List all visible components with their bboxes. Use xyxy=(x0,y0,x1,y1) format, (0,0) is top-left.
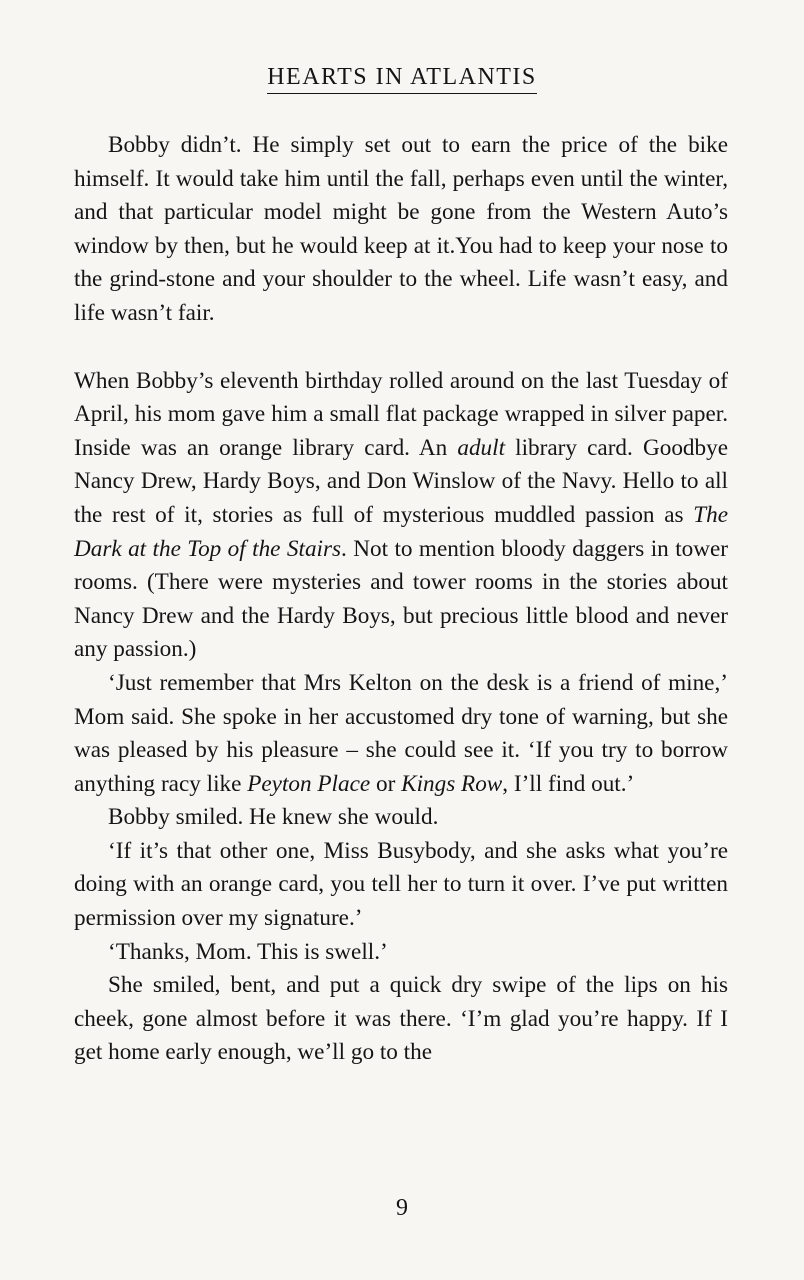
paragraph-6 xyxy=(74,936,728,970)
running-head xyxy=(0,62,804,94)
paragraph-text: . Not to mention bloody daggers in tower rooms. (There were mysteries and tower rooms in the stories about Nancy Drew and the Hardy Boys, but precious little blood and never any passion.) xyxy=(74,535,728,663)
paragraph-4 xyxy=(74,801,728,835)
paragraph-text: She smiled, bent, and put a quick dry swipe of the lips on his cheek, gone almost before it was there. ‘I’m glad you’re happy. If I get home early enough, we’ll go to the xyxy=(74,972,728,1066)
section-break xyxy=(74,331,728,365)
paragraph-text: , I’ll find out.’ xyxy=(502,770,635,797)
paragraph-2 xyxy=(74,365,728,667)
paragraph-3 xyxy=(74,667,728,801)
paragraph-text: ‘Thanks, Mom. This is swell.’ xyxy=(108,938,388,965)
paragraph-text: ‘If it’s that other one, Miss Busybody, and she asks what you’re doing with an orange card, you tell her to turn it over. I’ve put written permission over my signature.’ xyxy=(74,837,728,932)
paragraph-text: Bobby didn’t. He simply set out to earn the price of the bike himself. It would take him until the fall, perhaps even until the winter, and that particular model might be gone from the Western Auto’s window by then, but he would keep at it.You had to keep your nose to the grind-stone and your shoulder to the wheel. Life wasn’t easy, and life wasn’t fair. xyxy=(74,132,728,326)
italic-text: adult xyxy=(457,434,506,461)
paragraph-7 xyxy=(74,969,728,1070)
paragraph-text: Bobby smiled. He knew she would. xyxy=(108,804,439,831)
page-body xyxy=(74,129,728,1070)
paragraph-text: or xyxy=(370,770,402,797)
paragraph-5 xyxy=(74,835,728,936)
book-title-text: Peyton Place xyxy=(247,770,371,797)
paragraph-text: ‘Just remember that Mrs Kelton on the desk is a friend of mine,’ Mom said. She spoke in her accustomed dry tone of warning, but she was pleased by his pleasure – she could see it. ‘If you try to borrow anything racy like xyxy=(74,669,728,797)
running-head-title: HEARTS IN ATLANTIS xyxy=(267,62,537,94)
paragraph-text: When Bobby’s eleventh birthday rolled around on the last Tuesday of April, his mom gave him a small flat package wrapped in silver paper. Inside was an orange library card. An xyxy=(74,367,728,461)
paragraph-text: library card. Goodbye Nancy Drew, Hardy Boys, and Don Winslow of the Navy. Hello to all the rest of it, stories as full of mysterious muddled passion as xyxy=(74,434,728,528)
book-title-text: The Dark at the Top of the Stairs xyxy=(74,501,728,562)
page-number: 9 xyxy=(396,1195,408,1221)
book-title-text: Kings Row xyxy=(401,770,503,797)
paragraph-1 xyxy=(74,129,728,331)
